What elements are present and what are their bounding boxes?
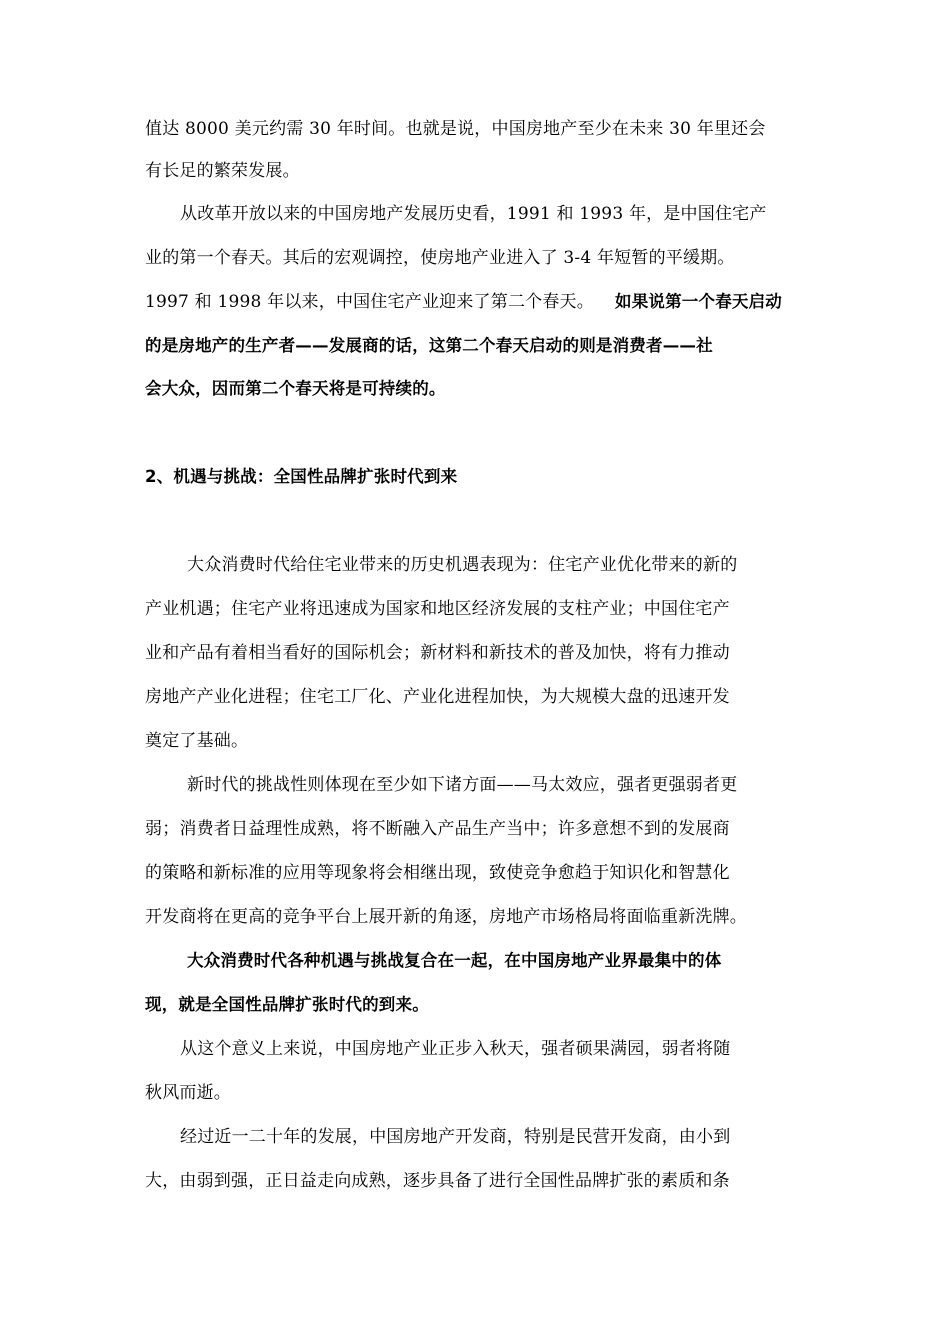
bold-paragraph-line: 大众消费时代各种机遇与挑战复合在一起，在中国房地产业界最集中的体 bbox=[187, 951, 722, 970]
paragraph-line: 新时代的挑战性则体现在至少如下诸方面——马太效应，强者更强弱者更 bbox=[187, 775, 738, 795]
bold-paragraph-line: 如果说第一个春天启动 bbox=[615, 292, 782, 311]
paragraph-line: 经过近一二十年的发展，中国房地产开发商，特别是民营开发商，由小到 bbox=[180, 1127, 731, 1147]
paragraph-line: 奠定了基础。 bbox=[145, 731, 249, 751]
paragraph-line: 大，由弱到强，正日益走向成熟，逐步具备了进行全国性品牌扩张的素质和条 bbox=[145, 1171, 730, 1191]
paragraph-line: 业和产品有着相当看好的国际机会；新材料和新技术的普及加快，将有力推动 bbox=[145, 643, 730, 663]
bold-paragraph-line: 的是房地产的生产者——发展商的话，这第二个春天启动的则是消费者——社 bbox=[145, 336, 713, 355]
paragraph-line: 1997 和 1998 年以来，中国住宅产业迎来了第二个春天。 bbox=[145, 292, 594, 312]
paragraph-line: 的策略和新标准的应用等现象将会相继出现，致使竞争愈趋于知识化和智慧化 bbox=[145, 863, 730, 883]
paragraph-line: 弱；消费者日益理性成熟，将不断融入产品生产当中；许多意想不到的发展商 bbox=[145, 819, 730, 839]
paragraph-line: 开发商将在更高的竞争平台上展开新的角逐，房地产市场格局将面临重新洗牌。 bbox=[145, 907, 747, 927]
bold-paragraph-line: 会大众，因而第二个春天将是可持续的。 bbox=[145, 379, 446, 398]
paragraph-line: 业的第一个春天。其后的宏观调控，使房地产业进入了 3-4 年短暂的平缓期。 bbox=[145, 248, 735, 268]
paragraph-line: 有长足的繁荣发展。 bbox=[145, 161, 300, 181]
paragraph-line: 从这个意义上来说，中国房地产业正步入秋天，强者硕果满园，弱者将随 bbox=[180, 1039, 731, 1059]
bold-paragraph-line: 现，就是全国性品牌扩张时代的到来。 bbox=[145, 995, 429, 1014]
paragraph-line: 房地产产业化进程；住宅工厂化、产业化进程加快，为大规模大盘的迅速开发 bbox=[145, 687, 730, 707]
paragraph-line: 秋风而逝。 bbox=[145, 1083, 231, 1103]
section-heading: 2、机遇与挑战：全国性品牌扩张时代到来 bbox=[145, 467, 458, 486]
paragraph-line: 大众消费时代给住宅业带来的历史机遇表现为：住宅产业优化带来的新的 bbox=[187, 555, 738, 575]
paragraph-line: 从改革开放以来的中国房地产发展历史看，1991 和 1993 年，是中国住宅产 bbox=[180, 204, 767, 224]
paragraph-line: 产业机遇；住宅产业将迅速成为国家和地区经济发展的支柱产业；中国住宅产 bbox=[145, 599, 730, 619]
paragraph-line: 值达 8000 美元约需 30 年时间。也就是说，中国房地产至少在未来 30 年里还会 bbox=[145, 119, 766, 139]
